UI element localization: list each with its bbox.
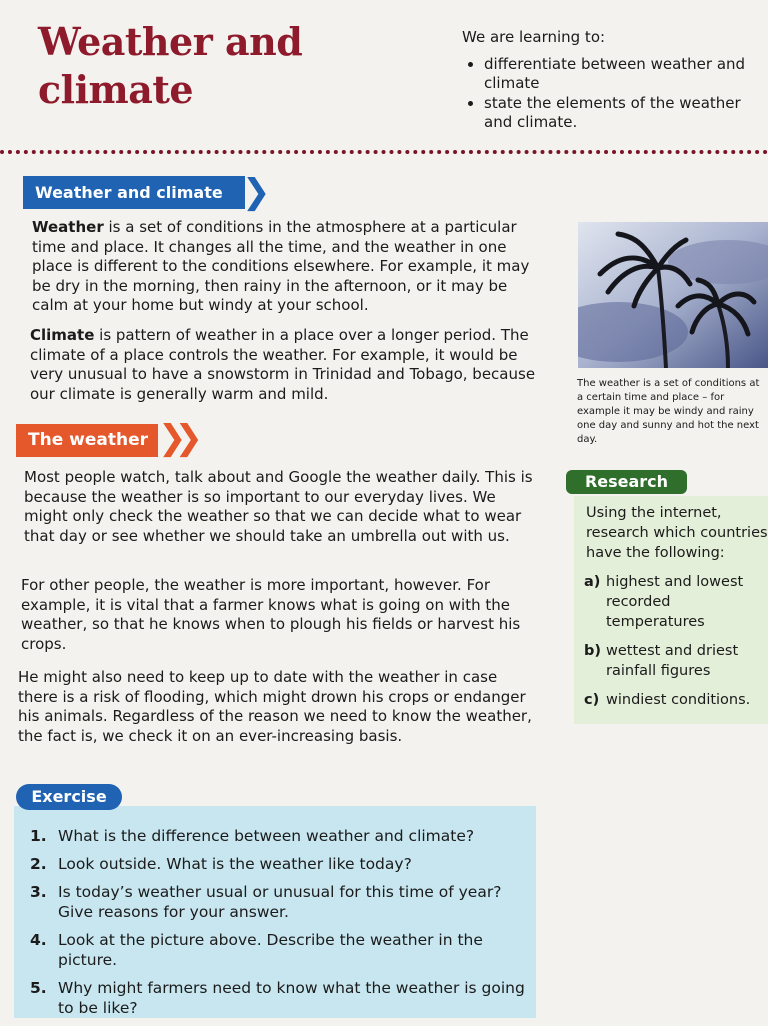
research-item (584, 641, 768, 681)
weather-definition (32, 218, 544, 316)
learning-objectives (462, 28, 768, 133)
climate-definition-text: is pattern of weather in a place over a longer period. The climate of a place controls the weather. For example, it would be very unusual to have a snowstorm in Trinidad and Tobago, because our climate is generally warm and mild. (30, 326, 536, 403)
exercise-label: Exercise (16, 784, 122, 810)
objective-item: • state the elements of the weather and climate. (484, 94, 768, 132)
windy-palm-trees-photo (578, 222, 768, 368)
exercise-item (30, 854, 530, 874)
exercise-item-text: What is the difference between weather and climate? (58, 827, 475, 845)
photo-caption: The weather is a set of conditions at a certain time and place – for example it may be windy and rainy one day and sunny and hot the next day. (577, 378, 760, 445)
objective-item: • differentiate between weather and climate (484, 55, 768, 93)
exercise-item-number: 2. (30, 855, 47, 873)
exercise-item (30, 882, 530, 922)
exercise-item-number: 1. (30, 827, 47, 845)
research-intro: Using the internet, research which countries have the following: (586, 505, 768, 561)
exercise-item-text: Look at the picture above. Describe the weather in the picture. (58, 931, 483, 969)
exercise-item-number: 4. (30, 931, 47, 949)
research-item (584, 572, 768, 632)
exercise-item-text: Is today’s weather usual or unusual for this time of year? Give reasons for your answer. (58, 883, 502, 921)
research-label: Research (566, 470, 687, 494)
research-item-text: wettest and driest rainfall figures (606, 643, 739, 679)
exercise-item (30, 930, 530, 970)
section-banner-weather-and-climate: Weather and climate (23, 176, 245, 209)
research-list (584, 572, 768, 719)
climate-definition (30, 326, 544, 404)
exercise-item (30, 826, 530, 846)
research-item-text: windiest conditions. (606, 692, 751, 708)
weather-paragraph-1: Most people watch, talk about and Google the weather daily. This is because the weather is so important to our everyday lives. We might only check the weather so that we can decide what to wear that day or see whether we should take an umbrella out with us. (24, 468, 533, 545)
objectives-list (462, 55, 768, 132)
section-banner-the-weather: The weather (16, 424, 158, 457)
double-chevron-right-icon: ❯❯ (158, 418, 191, 458)
term-weather: Weather (32, 218, 104, 236)
exercise-list (30, 826, 530, 1026)
weather-definition-text: is a set of conditions in the atmosphere at a particular time and place. It changes all the time, and the weather in one place is different to the conditions elsewhere. For example, it may be dry in the morning, then rainy in the afternoon, or it may be calm at your home but windy at your school. (32, 218, 530, 314)
exercise-item-number: 3. (30, 883, 47, 901)
term-climate: Climate (30, 326, 95, 344)
exercise-item-text: Look outside. What is the weather like today? (58, 855, 412, 873)
dotted-divider (0, 150, 768, 154)
exercise-item-number: 5. (30, 979, 47, 997)
objectives-heading: We are learning to: (462, 28, 606, 46)
research-item-letter: c) (584, 692, 600, 708)
weather-paragraph-3: He might also need to keep up to date with the weather in case there is a risk of flooding, which might drown his crops or endanger his animals. Regardless of the reason we need to know the weather, the fact is, we check it on an ever-increasing basis. (18, 668, 532, 745)
chevron-right-icon: ❯ (242, 172, 271, 212)
research-item-text: highest and lowest recorded temperatures (606, 574, 744, 630)
page-title: Weather and climate (38, 19, 303, 112)
exercise-item-text: Why might farmers need to know what the weather is going to be like? (58, 979, 525, 1017)
research-item-letter: b) (584, 643, 602, 659)
research-item-letter: a) (584, 574, 601, 590)
research-item (584, 690, 768, 710)
weather-paragraph-2: For other people, the weather is more important, however. For example, it is vital that a farmer knows what is going on with the weather, so that he knows when to plough his fields or harvest his crops. (21, 576, 521, 653)
exercise-item (30, 978, 530, 1018)
